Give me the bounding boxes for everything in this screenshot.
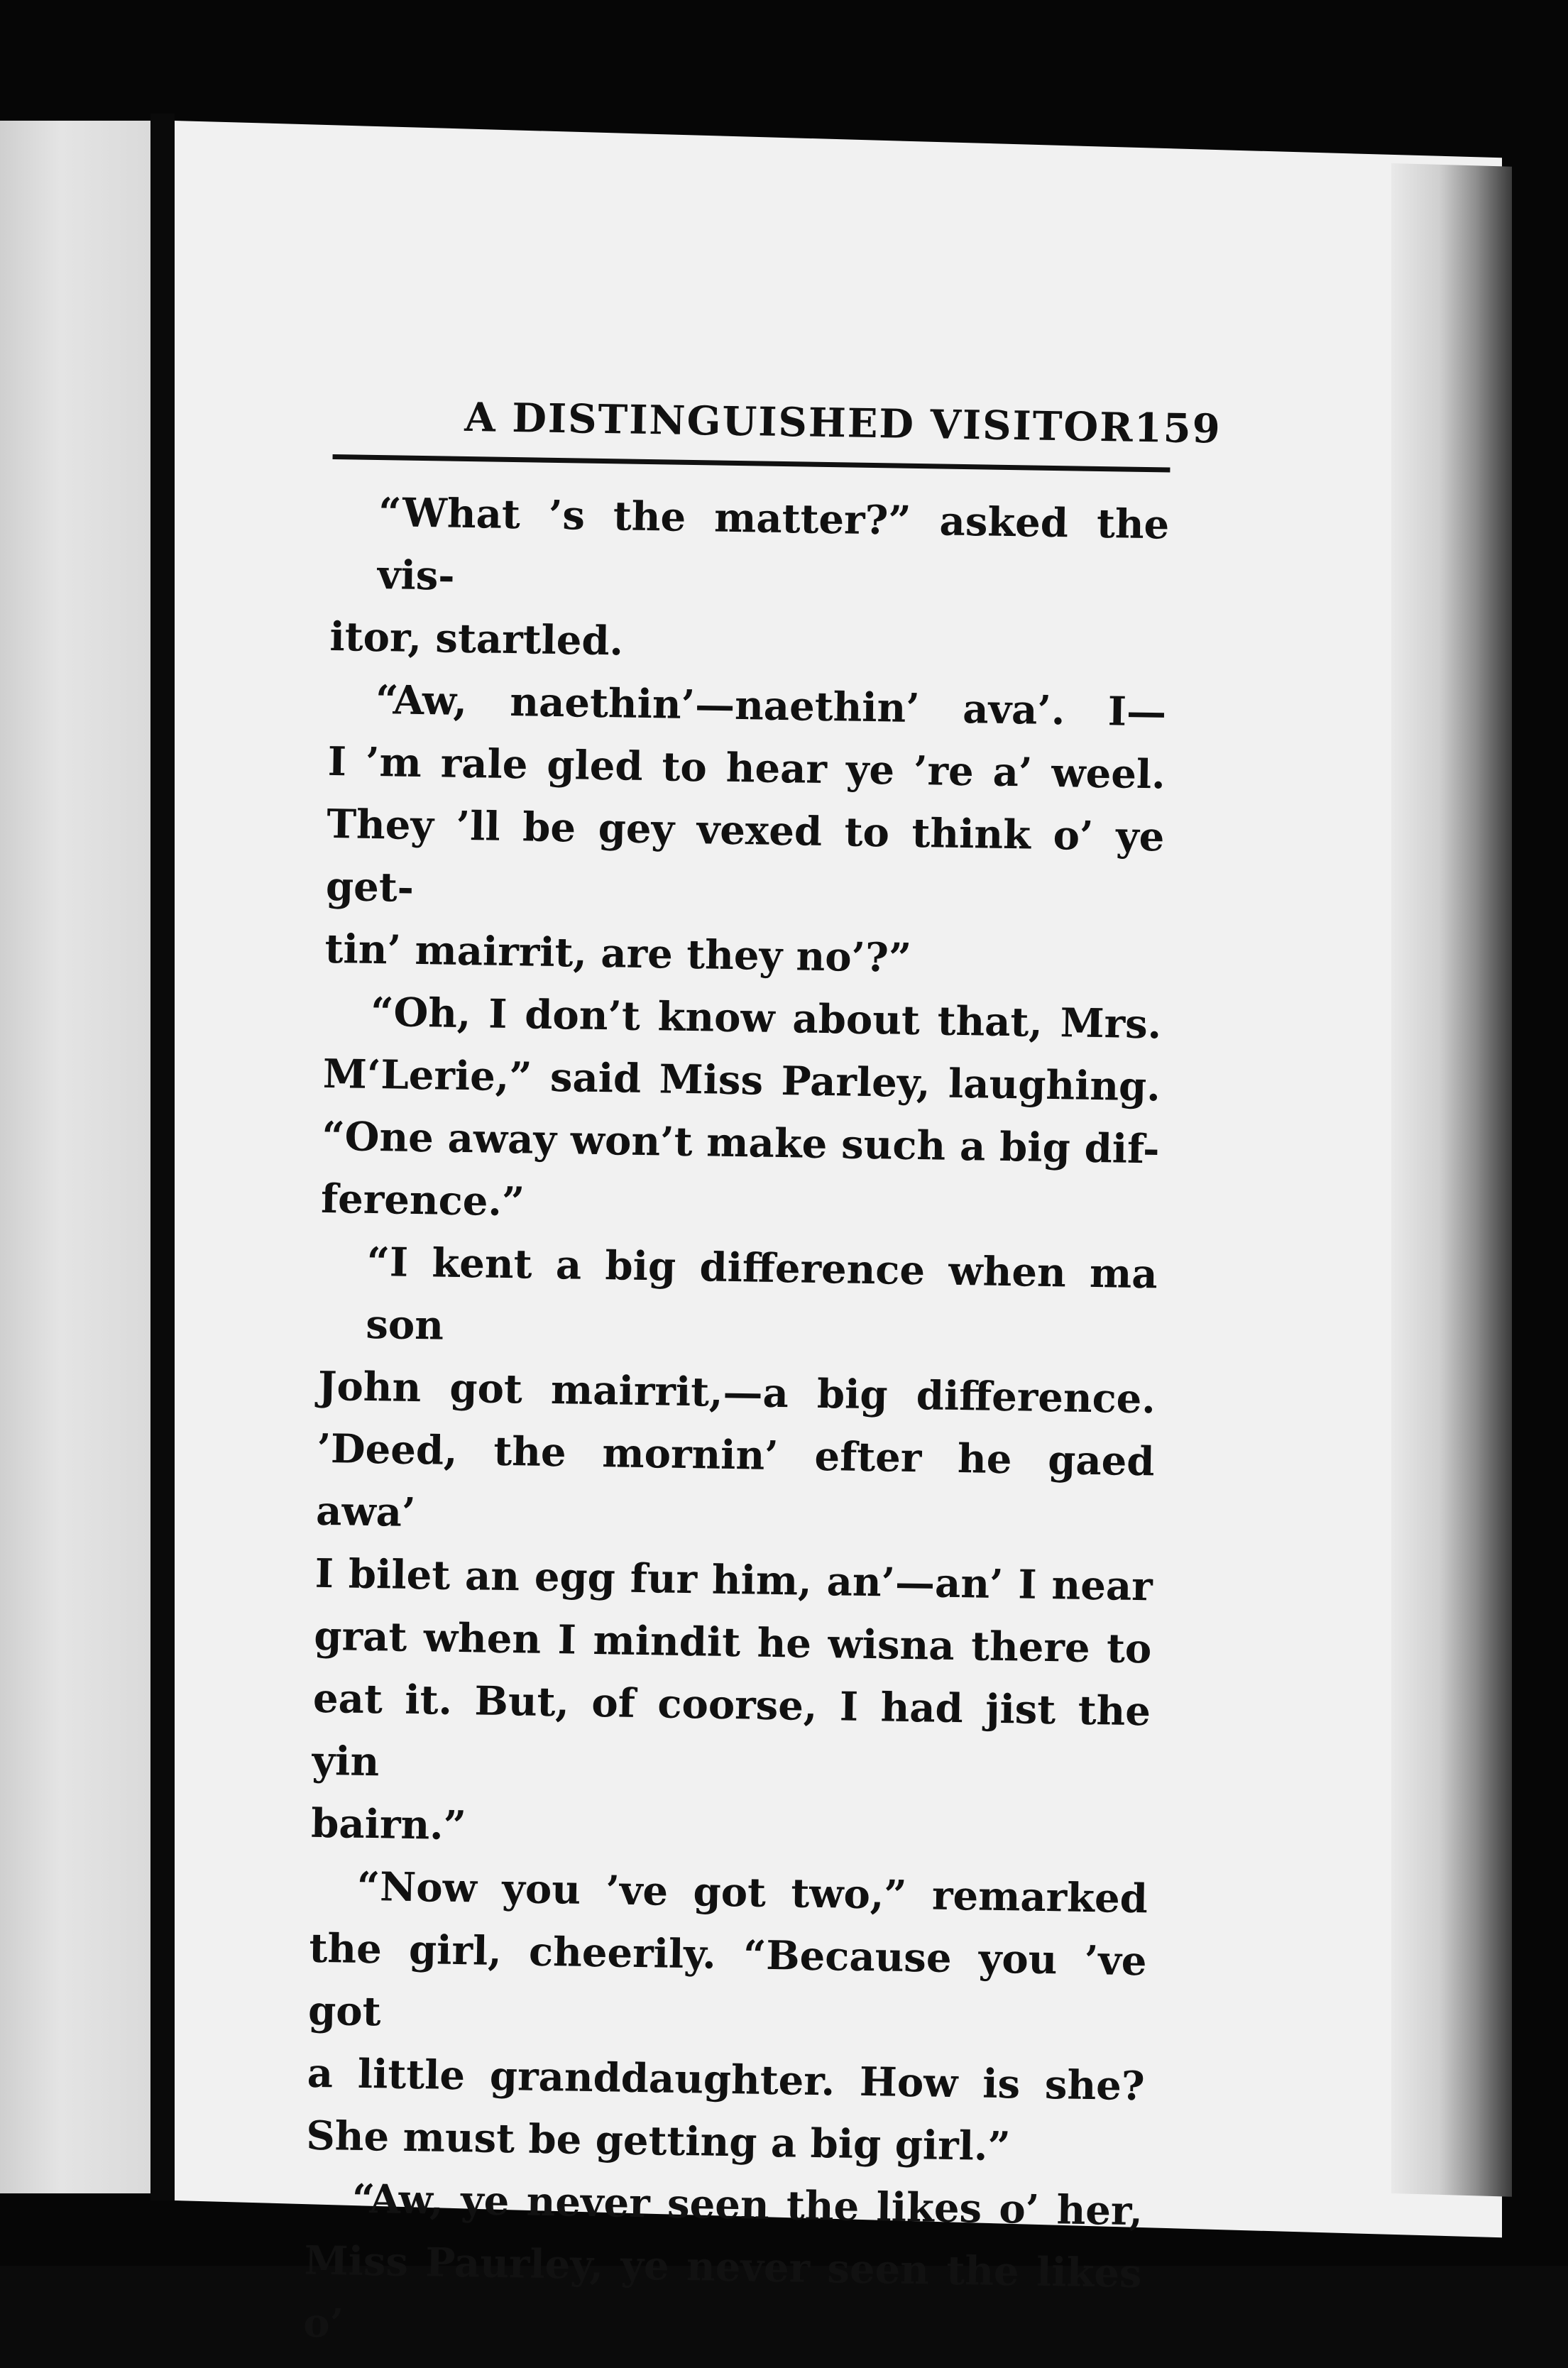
paragraph <box>329 481 1170 681</box>
facing-page-edge <box>0 121 150 2193</box>
text-line: “Now you ’ve got two,” remarked <box>356 1863 1148 1923</box>
text-line: “Oh, I don’t know about that, Mrs. <box>370 988 1162 1048</box>
text-line: John got mairrit,—a big difference. <box>317 1362 1156 1423</box>
body-text <box>303 481 1170 2367</box>
text-line: the girl, cheerily. “Because you ’ve got <box>307 1924 1147 2036</box>
text-line: “One away won’t make such a big dif- <box>322 1112 1160 1173</box>
text-line: “What ’s the matter?” asked the vis- <box>377 489 1170 600</box>
text-line: a little granddaughter. How is she? <box>307 2049 1146 2110</box>
running-head-title: A DISTINGUISHED VISITOR <box>464 393 1135 451</box>
text-line: I ’m rale gled to hear ye ’re a’ weel. <box>327 738 1166 799</box>
text-line: eat it. But, of coorse, I had jist the yin <box>312 1674 1151 1786</box>
text-line: She must be getting a big girl.” <box>305 2112 1011 2171</box>
paragraph <box>311 1230 1158 1868</box>
text-line: They ’ll be gey vexed to think o’ ye get- <box>325 800 1165 911</box>
text-line: “I kent a big difference when ma son <box>365 1238 1158 1349</box>
page-stack-edge <box>1391 163 1512 2197</box>
page-text-block <box>302 392 1222 2367</box>
text-line: I bilet an egg fur him, an’—an’ I near <box>314 1550 1153 1611</box>
text-line: M‘Lerie,” said Miss Parley, laughing. <box>322 1050 1161 1111</box>
text-line: ’Deed, the mornin’ efter he gaed awa’ <box>315 1425 1155 1537</box>
text-line: grat when I mindit he wisna there to <box>313 1612 1152 1673</box>
text-line: Miss Paurley, ye never seen the likes o’ <box>302 2237 1143 2347</box>
text-line: tin’ mairrit, are they no’?” <box>324 925 912 982</box>
page-number: 159 <box>1134 404 1222 453</box>
paragraph <box>306 1855 1148 2180</box>
text-line: “Aw, ye never seen the likes o’ her, <box>351 2175 1144 2235</box>
book-gutter <box>150 114 175 2200</box>
paragraph <box>324 668 1167 993</box>
text-line: bairn.” <box>310 1799 467 1850</box>
paragraph <box>303 2167 1144 2368</box>
text-line: “Aw, naethin’—naethin’ ava’. I— <box>375 676 1167 736</box>
text-line: itor, startled. <box>329 613 624 665</box>
text-line: ference.” <box>320 1175 525 1226</box>
paragraph <box>320 980 1161 1243</box>
